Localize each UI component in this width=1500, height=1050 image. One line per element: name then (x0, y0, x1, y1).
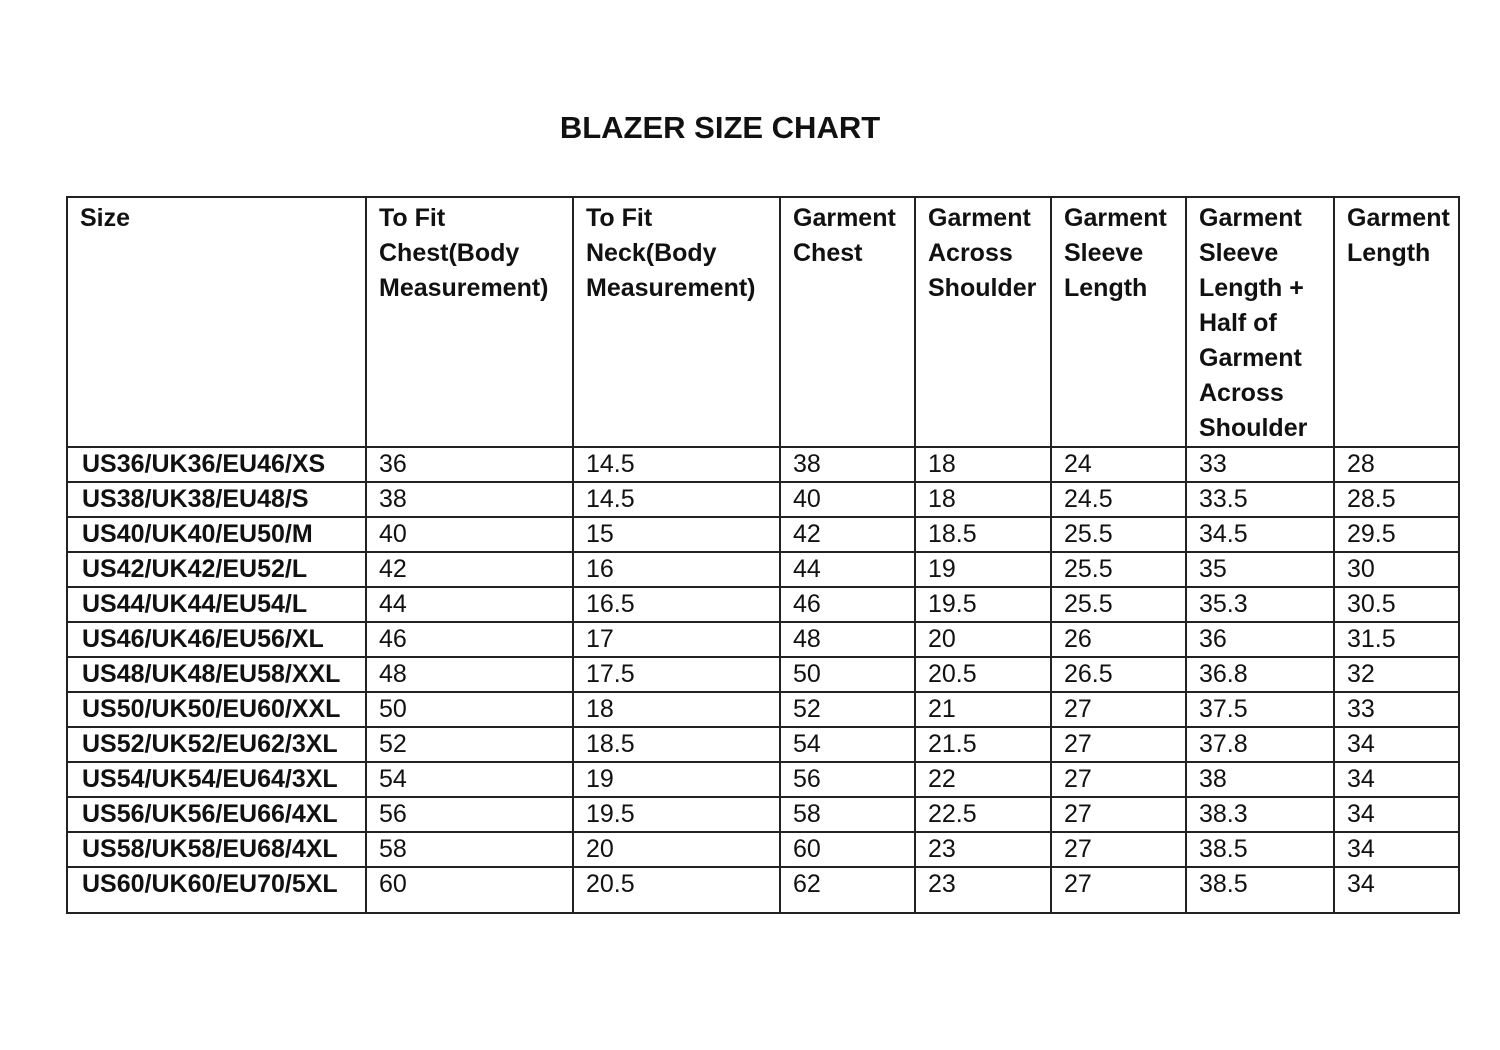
header-to-fit-chest: To Fit Chest(Body Measurement) (366, 197, 573, 447)
cell-to-fit-chest: 60 (366, 867, 573, 913)
cell-garment-sleeve-length: 27 (1051, 692, 1186, 727)
cell-sleeve-plus-half-shoulder: 33 (1186, 447, 1334, 482)
cell-garment-length: 28 (1334, 447, 1459, 482)
cell-size: US56/UK56/EU66/4XL (67, 797, 366, 832)
cell-garment-sleeve-length: 27 (1051, 867, 1186, 913)
cell-garment-across-shoulder: 22.5 (915, 797, 1051, 832)
cell-to-fit-neck: 17 (573, 622, 780, 657)
cell-to-fit-neck: 20.5 (573, 867, 780, 913)
cell-sleeve-plus-half-shoulder: 38 (1186, 762, 1334, 797)
cell-size: US48/UK48/EU58/XXL (67, 657, 366, 692)
cell-garment-chest: 38 (780, 447, 915, 482)
table-row (67, 552, 1459, 587)
cell-garment-length: 30.5 (1334, 587, 1459, 622)
cell-to-fit-neck: 14.5 (573, 482, 780, 517)
cell-size: US44/UK44/EU54/L (67, 587, 366, 622)
cell-garment-chest: 58 (780, 797, 915, 832)
cell-garment-sleeve-length: 26 (1051, 622, 1186, 657)
cell-garment-across-shoulder: 21.5 (915, 727, 1051, 762)
header-garment-sleeve-length: Garment Sleeve Length (1051, 197, 1186, 447)
cell-garment-sleeve-length: 24 (1051, 447, 1186, 482)
cell-garment-chest: 60 (780, 832, 915, 867)
cell-sleeve-plus-half-shoulder: 38.5 (1186, 832, 1334, 867)
cell-garment-chest: 48 (780, 622, 915, 657)
header-to-fit-neck: To Fit Neck(Body Measurement) (573, 197, 780, 447)
cell-garment-sleeve-length: 24.5 (1051, 482, 1186, 517)
size-chart-table (66, 196, 1460, 914)
header-garment-chest: Garment Chest (780, 197, 915, 447)
cell-garment-length: 31.5 (1334, 622, 1459, 657)
table-row (67, 762, 1459, 797)
table-header-row (67, 197, 1459, 447)
table-row (67, 482, 1459, 517)
cell-sleeve-plus-half-shoulder: 35.3 (1186, 587, 1334, 622)
cell-to-fit-chest: 42 (366, 552, 573, 587)
cell-garment-sleeve-length: 27 (1051, 762, 1186, 797)
cell-garment-length: 34 (1334, 797, 1459, 832)
cell-to-fit-chest: 54 (366, 762, 573, 797)
cell-to-fit-chest: 52 (366, 727, 573, 762)
cell-garment-length: 34 (1334, 867, 1459, 913)
table-row (67, 587, 1459, 622)
table-row (67, 832, 1459, 867)
cell-to-fit-chest: 58 (366, 832, 573, 867)
cell-sleeve-plus-half-shoulder: 33.5 (1186, 482, 1334, 517)
cell-to-fit-chest: 48 (366, 657, 573, 692)
cell-to-fit-neck: 19 (573, 762, 780, 797)
cell-size: US40/UK40/EU50/M (67, 517, 366, 552)
cell-garment-across-shoulder: 20 (915, 622, 1051, 657)
table-row (67, 447, 1459, 482)
cell-garment-across-shoulder: 20.5 (915, 657, 1051, 692)
cell-to-fit-chest: 46 (366, 622, 573, 657)
header-garment-length: Garment Length (1334, 197, 1459, 447)
cell-to-fit-chest: 50 (366, 692, 573, 727)
header-size: Size (67, 197, 366, 447)
cell-garment-across-shoulder: 19 (915, 552, 1051, 587)
cell-sleeve-plus-half-shoulder: 37.8 (1186, 727, 1334, 762)
page-title: BLAZER SIZE CHART (559, 110, 881, 145)
cell-garment-length: 33 (1334, 692, 1459, 727)
cell-garment-sleeve-length: 26.5 (1051, 657, 1186, 692)
cell-garment-chest: 40 (780, 482, 915, 517)
cell-garment-across-shoulder: 22 (915, 762, 1051, 797)
cell-garment-across-shoulder: 19.5 (915, 587, 1051, 622)
cell-garment-across-shoulder: 18 (915, 447, 1051, 482)
table-row (67, 622, 1459, 657)
cell-garment-chest: 50 (780, 657, 915, 692)
cell-to-fit-neck: 17.5 (573, 657, 780, 692)
cell-sleeve-plus-half-shoulder: 37.5 (1186, 692, 1334, 727)
cell-garment-sleeve-length: 27 (1051, 797, 1186, 832)
cell-size: US58/UK58/EU68/4XL (67, 832, 366, 867)
cell-garment-chest: 54 (780, 727, 915, 762)
cell-size: US54/UK54/EU64/3XL (67, 762, 366, 797)
cell-sleeve-plus-half-shoulder: 38.5 (1186, 867, 1334, 913)
cell-garment-length: 29.5 (1334, 517, 1459, 552)
cell-sleeve-plus-half-shoulder: 35 (1186, 552, 1334, 587)
table-row (67, 797, 1459, 832)
table-row (67, 657, 1459, 692)
cell-garment-chest: 46 (780, 587, 915, 622)
cell-size: US60/UK60/EU70/5XL (67, 867, 366, 913)
cell-garment-chest: 52 (780, 692, 915, 727)
cell-garment-sleeve-length: 25.5 (1051, 517, 1186, 552)
cell-size: US46/UK46/EU56/XL (67, 622, 366, 657)
cell-garment-across-shoulder: 21 (915, 692, 1051, 727)
cell-size: US50/UK50/EU60/XXL (67, 692, 366, 727)
table-row (67, 692, 1459, 727)
cell-to-fit-neck: 18 (573, 692, 780, 727)
cell-to-fit-neck: 16.5 (573, 587, 780, 622)
cell-garment-length: 34 (1334, 762, 1459, 797)
cell-garment-length: 32 (1334, 657, 1459, 692)
cell-to-fit-chest: 40 (366, 517, 573, 552)
cell-garment-chest: 62 (780, 867, 915, 913)
cell-to-fit-chest: 38 (366, 482, 573, 517)
cell-garment-chest: 56 (780, 762, 915, 797)
cell-to-fit-chest: 44 (366, 587, 573, 622)
cell-to-fit-neck: 14.5 (573, 447, 780, 482)
cell-size: US42/UK42/EU52/L (67, 552, 366, 587)
cell-garment-sleeve-length: 27 (1051, 832, 1186, 867)
cell-garment-length: 34 (1334, 727, 1459, 762)
cell-garment-sleeve-length: 25.5 (1051, 587, 1186, 622)
cell-size: US38/UK38/EU48/S (67, 482, 366, 517)
cell-garment-across-shoulder: 18 (915, 482, 1051, 517)
cell-garment-chest: 44 (780, 552, 915, 587)
cell-garment-across-shoulder: 23 (915, 867, 1051, 913)
cell-sleeve-plus-half-shoulder: 36 (1186, 622, 1334, 657)
cell-to-fit-chest: 56 (366, 797, 573, 832)
cell-to-fit-neck: 16 (573, 552, 780, 587)
cell-garment-length: 34 (1334, 832, 1459, 867)
cell-sleeve-plus-half-shoulder: 36.8 (1186, 657, 1334, 692)
cell-size: US36/UK36/EU46/XS (67, 447, 366, 482)
cell-to-fit-neck: 15 (573, 517, 780, 552)
table-row (67, 727, 1459, 762)
cell-sleeve-plus-half-shoulder: 34.5 (1186, 517, 1334, 552)
cell-garment-sleeve-length: 27 (1051, 727, 1186, 762)
table-body (67, 447, 1459, 913)
cell-to-fit-chest: 36 (366, 447, 573, 482)
table-row (67, 867, 1459, 913)
cell-to-fit-neck: 18.5 (573, 727, 780, 762)
cell-to-fit-neck: 20 (573, 832, 780, 867)
cell-garment-across-shoulder: 23 (915, 832, 1051, 867)
header-garment-across-shoulder: Garment Across Shoulder (915, 197, 1051, 447)
cell-size: US52/UK52/EU62/3XL (67, 727, 366, 762)
header-sleeve-plus-half-shoulder: Garment Sleeve Length + Half of Garment Across Shoulder (1186, 197, 1334, 447)
cell-garment-chest: 42 (780, 517, 915, 552)
cell-to-fit-neck: 19.5 (573, 797, 780, 832)
table-row (67, 517, 1459, 552)
cell-garment-across-shoulder: 18.5 (915, 517, 1051, 552)
cell-garment-sleeve-length: 25.5 (1051, 552, 1186, 587)
cell-garment-length: 30 (1334, 552, 1459, 587)
cell-sleeve-plus-half-shoulder: 38.3 (1186, 797, 1334, 832)
cell-garment-length: 28.5 (1334, 482, 1459, 517)
